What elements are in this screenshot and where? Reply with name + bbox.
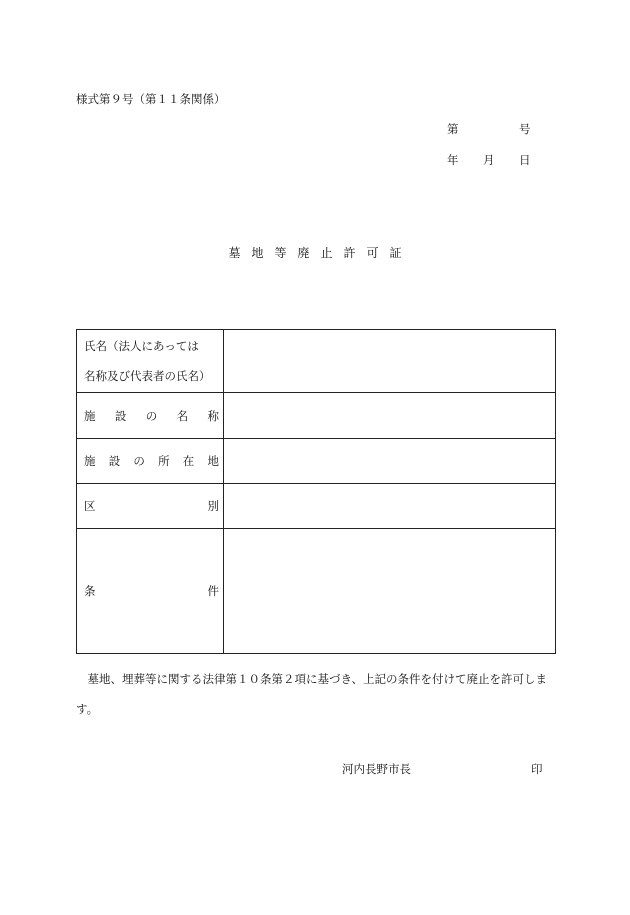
label-char: 名 bbox=[176, 408, 189, 423]
date-day-label: 日 bbox=[519, 153, 531, 167]
label-char: 称 bbox=[207, 408, 219, 423]
label-char: 所 bbox=[158, 454, 170, 468]
label-char: 別 bbox=[207, 499, 219, 513]
label-char: 条 bbox=[84, 584, 96, 598]
conditions-label bbox=[77, 529, 224, 654]
title-char: 墓 bbox=[228, 246, 241, 260]
document-title bbox=[0, 244, 630, 261]
date-year-label: 年 bbox=[447, 153, 459, 167]
title-char: 等 bbox=[274, 246, 287, 260]
title-char: 証 bbox=[389, 246, 402, 260]
permit-table bbox=[76, 329, 556, 654]
permit-statement: 墓地、埋葬等に関する法律第１０条第２項に基づき、上記の条件を付けて廃止を許可します。 bbox=[76, 672, 548, 716]
seal-mark: 印 bbox=[531, 762, 543, 776]
label-char: 件 bbox=[207, 584, 219, 598]
title-char: 可 bbox=[366, 246, 379, 260]
form-number: 様式第９号（第１１条関係） bbox=[76, 92, 226, 106]
issuer-name: 河内長野市長 bbox=[342, 762, 411, 776]
category-label bbox=[77, 484, 224, 529]
title-char: 地 bbox=[251, 246, 264, 260]
facility-location-label bbox=[77, 439, 224, 484]
name-label-line2: 名称及び代表者の氏名） bbox=[84, 369, 211, 383]
facility-name-label bbox=[77, 393, 224, 439]
label-char: 地 bbox=[207, 454, 219, 468]
title-char: 廃 bbox=[297, 246, 310, 260]
label-char: 設 bbox=[114, 408, 127, 423]
name-label bbox=[77, 330, 224, 393]
title-char: 止 bbox=[320, 246, 333, 260]
table-row-conditions bbox=[77, 529, 556, 654]
category-field[interactable] bbox=[224, 484, 556, 529]
name-field[interactable] bbox=[224, 330, 556, 393]
table-row-facility-name bbox=[77, 393, 556, 439]
conditions-field[interactable] bbox=[224, 529, 556, 654]
table-row-category bbox=[77, 484, 556, 529]
number-suffix: 号 bbox=[519, 122, 531, 136]
label-char: 区 bbox=[84, 499, 96, 513]
label-char: の bbox=[145, 408, 158, 423]
label-char: の bbox=[133, 454, 145, 468]
label-char: 設 bbox=[108, 454, 121, 468]
number-prefix: 第 bbox=[447, 122, 459, 136]
table-row-facility-location bbox=[77, 439, 556, 484]
label-char: 施 bbox=[84, 408, 96, 423]
date-month-label: 月 bbox=[483, 153, 495, 167]
title-char: 許 bbox=[343, 246, 356, 260]
facility-name-field[interactable] bbox=[224, 393, 556, 439]
label-char: 施 bbox=[84, 454, 96, 468]
name-label-line1: 氏名（法人にあっては bbox=[84, 339, 199, 353]
facility-location-field[interactable] bbox=[224, 439, 556, 484]
label-char: 在 bbox=[182, 454, 195, 468]
table-row-name bbox=[77, 330, 556, 393]
